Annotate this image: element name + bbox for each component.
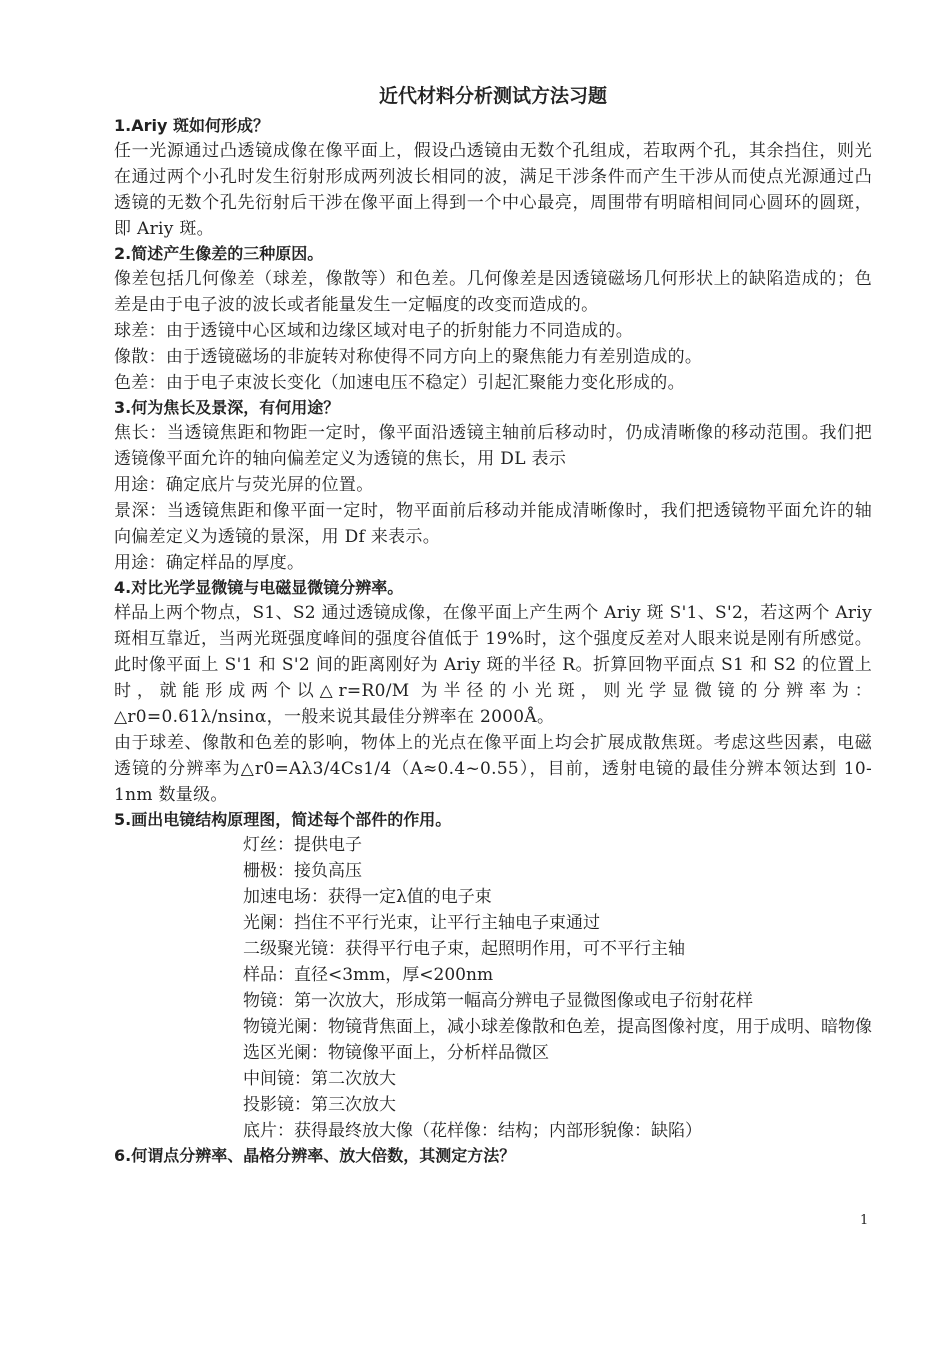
component-list xyxy=(243,832,872,1144)
question-3-depth-of-field: 景深：当透镜焦距和像平面一定时，物平面前后移动并能成清晰像时，我们把透镜物平面允许的轴向偏差定义为透镜的景深，用 Df 来表示。 xyxy=(114,501,872,547)
question-3-depth-of-field-use: 用途：确定样品的厚度。 xyxy=(114,553,305,573)
question-5-heading: 5.画出电镜结构原理图，简述每个部件的作用。 xyxy=(114,810,452,829)
list-item: 中间镜：第二次放大 xyxy=(243,1069,396,1089)
list-item: 灯丝：提供电子 xyxy=(243,835,362,855)
question-1-heading: 1.Ariy 斑如何形成？ xyxy=(114,116,269,135)
question-2-astigmatism: 像散：由于透镜磁场的非旋转对称使得不同方向上的聚焦能力有差别造成的。 xyxy=(114,347,703,367)
question-6-heading: 6.何谓点分辨率、晶格分辨率、放大倍数，其测定方法？ xyxy=(114,1146,516,1165)
list-item: 加速电场：获得一定λ值的电子束 xyxy=(243,887,492,907)
list-item: 物镜光阑：物镜背焦面上，减小球差像散和色差，提高图像衬度，用于成明、暗物像 xyxy=(243,1017,872,1037)
question-3-focal-length-use: 用途：确定底片与荧光屏的位置。 xyxy=(114,475,374,495)
list-item: 选区光阑：物镜像平面上，分析样品微区 xyxy=(243,1043,549,1063)
list-item: 样品：直径<3mm，厚<200nm xyxy=(243,965,494,985)
list-item: 投影镜：第三次放大 xyxy=(243,1095,396,1115)
question-3-focal-length: 焦长：当透镜焦距和物距一定时，像平面沿透镜主轴前后移动时，仍成清晰像的移动范围。我们把透镜像平面允许的轴向偏差定义为透镜的焦长，用 DL 表示 xyxy=(114,423,872,469)
list-item: 光阑：挡住不平行光束，让平行主轴电子束通过 xyxy=(243,913,600,933)
question-4-electron-resolution: 由于球差、像散和色差的影响，物体上的光点在像平面上均会扩展成散焦斑。考虑这些因素，电磁透镜的分辨率为△r0=Aλ3/4Cs1/4（A≈0.4~0.55），目前，透射电镜的最佳分辨本领达到 10-1nm 数量级。 xyxy=(114,733,872,805)
question-2-answer-intro: 像差包括几何像差（球差，像散等）和色差。几何像差是因透镜磁场几何形状上的缺陷造成的；色差是由于电子波的波长或者能量发生一定幅度的改变而造成的。 xyxy=(114,269,872,315)
page-number: 1 xyxy=(860,1213,869,1228)
question-4-heading: 4.对比光学显微镜与电磁显微镜分辨率。 xyxy=(114,578,404,597)
document-title: 近代材料分析测试方法习题 xyxy=(378,85,607,107)
list-item: 二级聚光镜：获得平行电子束，起照明作用，可不平行主轴 xyxy=(243,939,685,959)
list-item: 物镜：第一次放大，形成第一幅高分辨电子显微图像或电子衍射花样 xyxy=(243,991,753,1011)
question-2-heading: 2.简述产生像差的三种原因。 xyxy=(114,244,324,263)
list-item: 底片：获得最终放大像（花样像：结构；内部形貌像：缺陷） xyxy=(243,1121,702,1141)
list-item: 栅极：接负高压 xyxy=(243,861,362,881)
question-4-optical-resolution: 样品上两个物点，S1、S2 通过透镜成像，在像平面上产生两个 Ariy 斑 S'1、S'2，若这两个 Ariy 斑相互靠近，当两光斑强度峰间的强度谷值低于 19%时，这个强度反差对人眼来说是刚有所感觉。此时像平面上 S'1 和 S'2 间的距离刚好为 Ariy 斑的半径 R。折算回物平面点 S1 和 S2 的位置上时，就能形成两个以△r=R0/M 为半径的小光斑，则光学显微镜的分辨率为：△r0=0.61λ/nsinα，一般来说其最佳分辨率在 2000Å。 xyxy=(114,603,872,727)
question-1-answer: 任一光源通过凸透镜成像在像平面上，假设凸透镜由无数个孔组成，若取两个孔，其余挡住，则光在通过两个小孔时发生衍射形成两列波长相同的波，满足干涉条件而产生干涉从而使点光源通过凸透镜的无数个孔先衍射后干涉在像平面上得到一个中心最亮，周围带有明暗相间同心圆环的圆斑，即 Ariy 斑。 xyxy=(114,141,872,239)
document-page xyxy=(114,82,872,1168)
question-2-chromatic-aberration: 色差：由于电子束波长变化（加速电压不稳定）引起汇聚能力变化形成的。 xyxy=(114,373,685,393)
question-2-spherical-aberration: 球差：由于透镜中心区域和边缘区域对电子的折射能力不同造成的。 xyxy=(114,321,633,341)
question-3-heading: 3.何为焦长及景深，有何用途？ xyxy=(114,398,340,417)
